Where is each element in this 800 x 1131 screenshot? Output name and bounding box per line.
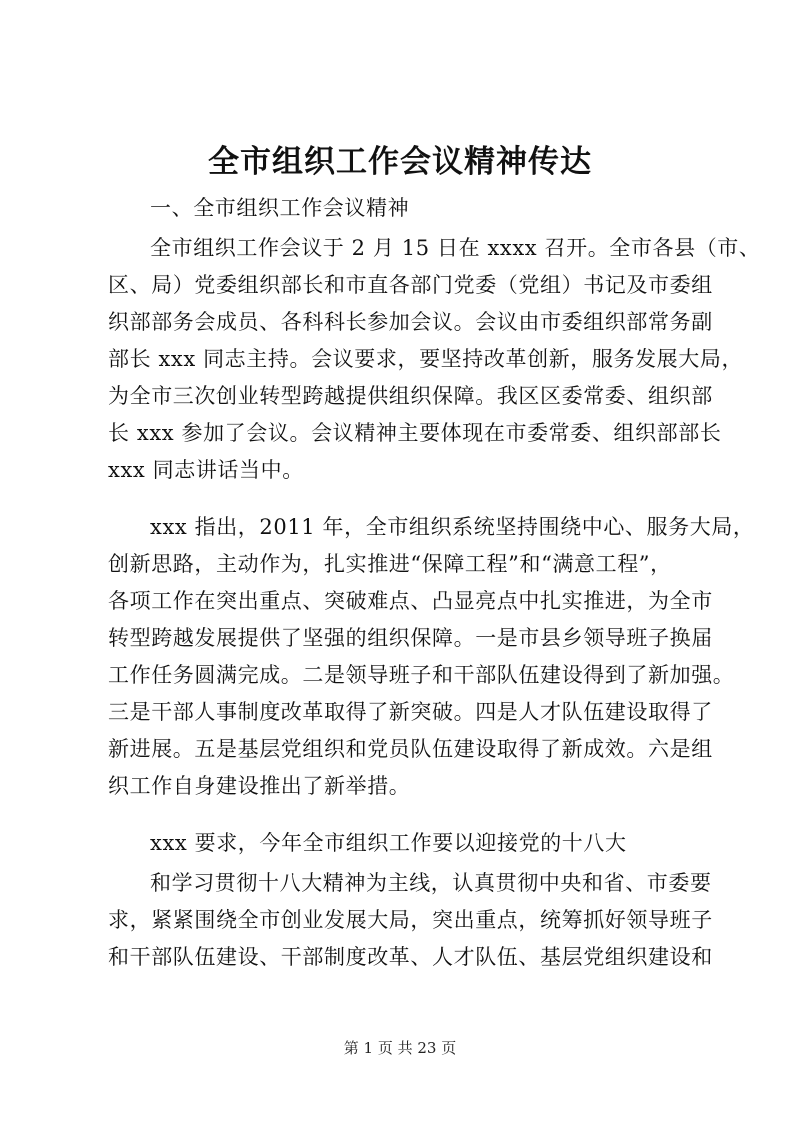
text-line: 部长 xxx 同志主持。会议要求，要坚持改革创新，服务发展大局，: [108, 347, 744, 371]
text-line: 区、局）党委组织部长和市直各部门党委（党组）书记及市委组: [108, 273, 713, 297]
page-number-footer: 第 1 页 共 23 页: [343, 1039, 457, 1057]
text-line: xxx 同志讲话当中。: [108, 458, 304, 482]
text-line: 和干部队伍建设、干部制度改革、人才队伍、基层党组织建设和: [108, 945, 713, 969]
text-line: 织工作自身建设推出了新举措。: [108, 774, 411, 798]
text-line: 为全市三次创业转型跨越提供组织保障。我区区委常委、组织部: [108, 384, 713, 408]
text-line: 和学习贯彻十八大精神为主线，认真贯彻中央和省、市委要: [150, 871, 712, 895]
text-line: 织部部务会成员、各科科长参加会议。会议由市委组织部常务副: [108, 310, 713, 334]
text-line: 长 xxx 参加了会议。会议精神主要体现在市委常委、组织部部长: [108, 421, 722, 445]
section-heading: 一、全市组织工作会议精神: [150, 196, 410, 220]
text-line: 新进展。五是基层党组织和党员队伍建设取得了新成效。六是组: [108, 737, 713, 761]
text-line: 求，紧紧围绕全市创业发展大局，突出重点，统筹抓好领导班子: [108, 908, 713, 932]
text-line: xxx 指出，2011 年，全市组织系统坚持围绕中心、服务大局，: [150, 515, 755, 539]
text-line: 转型跨越发展提供了坚强的组织保障。一是市县乡领导班子换届: [108, 626, 713, 650]
text-line: 各项工作在突出重点、突破难点、凸显亮点中扎实推进，为全市: [108, 589, 713, 613]
text-line: 工作任务圆满完成。二是领导班子和干部队伍建设得到了新加强。: [108, 663, 735, 687]
text-line: xxx 要求，今年全市组织工作要以迎接党的十八大: [150, 831, 627, 855]
document-title: 全市组织工作会议精神传达: [208, 144, 592, 180]
text-line: 全市组织工作会议于 2 月 15 日在 xxxx 召开。全市各县（市、: [150, 236, 761, 260]
text-line: 创新思路，主动作为，扎实推进“保障工程”和“满意工程”，: [108, 552, 672, 576]
text-line: 三是干部人事制度改革取得了新突破。四是人才队伍建设取得了: [108, 700, 713, 724]
